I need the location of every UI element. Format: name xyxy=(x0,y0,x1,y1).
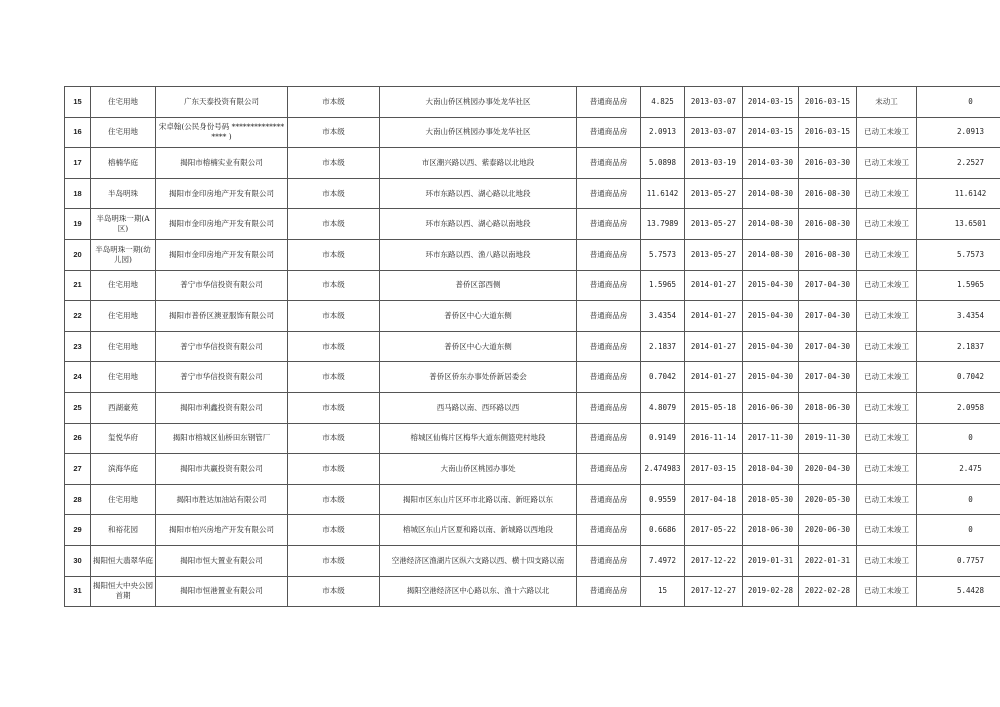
location-cell: 环市东路以西、湖心路以北地段 xyxy=(380,178,577,209)
level-cell: 市本级 xyxy=(288,301,380,332)
start-date-cell: 2019-02-28 xyxy=(743,576,799,607)
finish-date-cell: 2022-01-31 xyxy=(799,545,857,576)
contract-date-cell: 2014-01-27 xyxy=(685,331,743,362)
table-row xyxy=(65,87,1000,118)
project-name-cell: 住宅用地 xyxy=(91,117,156,148)
housing-type-cell: 普通商品房 xyxy=(577,515,641,546)
row-number-cell: 24 xyxy=(65,362,91,393)
table-row xyxy=(65,209,1000,240)
contract-date-cell: 2017-12-27 xyxy=(685,576,743,607)
table-body xyxy=(65,87,1000,607)
company-cell: 揭阳市共赢投资有限公司 xyxy=(156,454,288,485)
row-number-cell: 17 xyxy=(65,148,91,179)
row-number-cell: 25 xyxy=(65,392,91,423)
location-cell: 揭阳空港经济区中心路以东、渔十六路以北 xyxy=(380,576,577,607)
finish-date-cell: 2016-03-15 xyxy=(799,87,857,118)
company-cell: 揭阳市胜达加油站有限公司 xyxy=(156,484,288,515)
built-area-cell: 13.6501 xyxy=(917,209,1000,240)
built-area-cell: 0.7042 xyxy=(917,362,1000,393)
status-cell: 已动工未竣工 xyxy=(857,270,917,301)
status-cell: 已动工未竣工 xyxy=(857,117,917,148)
housing-type-cell: 普通商品房 xyxy=(577,148,641,179)
location-cell: 大南山侨区桃园办事处 xyxy=(380,454,577,485)
level-cell: 市本级 xyxy=(288,270,380,301)
start-date-cell: 2019-01-31 xyxy=(743,545,799,576)
finish-date-cell: 2017-04-30 xyxy=(799,301,857,332)
built-area-cell: 11.6142 xyxy=(917,178,1000,209)
project-name-cell: 住宅用地 xyxy=(91,87,156,118)
table-row xyxy=(65,178,1000,209)
row-number-cell: 18 xyxy=(65,178,91,209)
housing-type-cell: 普通商品房 xyxy=(577,362,641,393)
finish-date-cell: 2019-11-30 xyxy=(799,423,857,454)
project-name-cell: 住宅用地 xyxy=(91,484,156,515)
level-cell: 市本级 xyxy=(288,117,380,148)
location-cell: 榕城区东山片区夏和路以南、新城路以西地段 xyxy=(380,515,577,546)
company-cell: 揭阳市普侨区澳亚服饰有限公司 xyxy=(156,301,288,332)
table-row xyxy=(65,270,1000,301)
built-area-cell: 0.7757 xyxy=(917,545,1000,576)
finish-date-cell: 2016-08-30 xyxy=(799,178,857,209)
built-area-cell: 2.1837 xyxy=(917,331,1000,362)
land-supply-table xyxy=(64,86,1000,607)
level-cell: 市本级 xyxy=(288,362,380,393)
finish-date-cell: 2020-05-30 xyxy=(799,484,857,515)
area-cell: 5.7573 xyxy=(641,239,685,270)
status-cell: 已动工未竣工 xyxy=(857,209,917,240)
level-cell: 市本级 xyxy=(288,239,380,270)
housing-type-cell: 普通商品房 xyxy=(577,209,641,240)
level-cell: 市本级 xyxy=(288,178,380,209)
row-number-cell: 22 xyxy=(65,301,91,332)
project-name-cell: 半岛明珠一期(A区) xyxy=(91,209,156,240)
level-cell: 市本级 xyxy=(288,392,380,423)
level-cell: 市本级 xyxy=(288,484,380,515)
location-cell: 西马路以南、西环路以西 xyxy=(380,392,577,423)
row-number-cell: 15 xyxy=(65,87,91,118)
finish-date-cell: 2020-04-30 xyxy=(799,454,857,485)
housing-type-cell: 普通商品房 xyxy=(577,545,641,576)
project-name-cell: 半岛明珠一期(幼儿园) xyxy=(91,239,156,270)
location-cell: 环市东路以西、渔八路以南地段 xyxy=(380,239,577,270)
built-area-cell: 1.5965 xyxy=(917,270,1000,301)
row-number-cell: 30 xyxy=(65,545,91,576)
status-cell: 已动工未竣工 xyxy=(857,423,917,454)
finish-date-cell: 2018-06-30 xyxy=(799,392,857,423)
housing-type-cell: 普通商品房 xyxy=(577,178,641,209)
start-date-cell: 2014-03-15 xyxy=(743,87,799,118)
company-cell: 普宁市华信投资有限公司 xyxy=(156,331,288,362)
company-cell: 揭阳市金印房地产开发有限公司 xyxy=(156,178,288,209)
start-date-cell: 2015-04-30 xyxy=(743,362,799,393)
project-name-cell: 住宅用地 xyxy=(91,301,156,332)
start-date-cell: 2015-04-30 xyxy=(743,270,799,301)
status-cell: 已动工未竣工 xyxy=(857,362,917,393)
area-cell: 4.8079 xyxy=(641,392,685,423)
row-number-cell: 26 xyxy=(65,423,91,454)
location-cell: 空港经济区渔湖片区纵六支路以西、横十四支路以南 xyxy=(380,545,577,576)
table-row xyxy=(65,117,1000,148)
company-cell: 揭阳市榕城区仙桥田东钢管厂 xyxy=(156,423,288,454)
contract-date-cell: 2014-01-27 xyxy=(685,362,743,393)
level-cell: 市本级 xyxy=(288,545,380,576)
built-area-cell: 2.475 xyxy=(917,454,1000,485)
project-name-cell: 住宅用地 xyxy=(91,270,156,301)
start-date-cell: 2014-03-15 xyxy=(743,117,799,148)
start-date-cell: 2014-08-30 xyxy=(743,178,799,209)
housing-type-cell: 普通商品房 xyxy=(577,423,641,454)
finish-date-cell: 2022-02-28 xyxy=(799,576,857,607)
row-number-cell: 29 xyxy=(65,515,91,546)
area-cell: 3.4354 xyxy=(641,301,685,332)
table-row xyxy=(65,362,1000,393)
finish-date-cell: 2016-03-15 xyxy=(799,117,857,148)
table-row xyxy=(65,484,1000,515)
built-area-cell: 0 xyxy=(917,515,1000,546)
housing-type-cell: 普通商品房 xyxy=(577,484,641,515)
row-number-cell: 20 xyxy=(65,239,91,270)
built-area-cell: 0 xyxy=(917,484,1000,515)
table-row xyxy=(65,515,1000,546)
level-cell: 市本级 xyxy=(288,209,380,240)
area-cell: 0.9559 xyxy=(641,484,685,515)
housing-type-cell: 普通商品房 xyxy=(577,270,641,301)
location-cell: 环市东路以西、湖心路以南地段 xyxy=(380,209,577,240)
location-cell: 市区潮兴路以西、紫泰路以北地段 xyxy=(380,148,577,179)
level-cell: 市本级 xyxy=(288,148,380,179)
finish-date-cell: 2020-06-30 xyxy=(799,515,857,546)
project-name-cell: 半岛明珠 xyxy=(91,178,156,209)
contract-date-cell: 2013-03-19 xyxy=(685,148,743,179)
built-area-cell: 3.4354 xyxy=(917,301,1000,332)
start-date-cell: 2017-11-30 xyxy=(743,423,799,454)
table-row xyxy=(65,331,1000,362)
contract-date-cell: 2017-12-22 xyxy=(685,545,743,576)
project-name-cell: 住宅用地 xyxy=(91,362,156,393)
start-date-cell: 2015-04-30 xyxy=(743,301,799,332)
finish-date-cell: 2017-04-30 xyxy=(799,270,857,301)
built-area-cell: 5.4428 xyxy=(917,576,1000,607)
level-cell: 市本级 xyxy=(288,331,380,362)
finish-date-cell: 2016-03-30 xyxy=(799,148,857,179)
housing-type-cell: 普通商品房 xyxy=(577,301,641,332)
location-cell: 普侨区部西侧 xyxy=(380,270,577,301)
table-row xyxy=(65,392,1000,423)
status-cell: 已动工未竣工 xyxy=(857,148,917,179)
level-cell: 市本级 xyxy=(288,454,380,485)
table-row xyxy=(65,576,1000,607)
housing-type-cell: 普通商品房 xyxy=(577,454,641,485)
project-name-cell: 住宅用地 xyxy=(91,331,156,362)
built-area-cell: 2.0958 xyxy=(917,392,1000,423)
row-number-cell: 16 xyxy=(65,117,91,148)
location-cell: 大南山侨区桃园办事处龙华社区 xyxy=(380,117,577,148)
row-number-cell: 19 xyxy=(65,209,91,240)
status-cell: 已动工未竣工 xyxy=(857,454,917,485)
area-cell: 2.1837 xyxy=(641,331,685,362)
status-cell: 已动工未竣工 xyxy=(857,545,917,576)
company-cell: 揭阳市柏兴房地产开发有限公司 xyxy=(156,515,288,546)
project-name-cell: 西湖豪苑 xyxy=(91,392,156,423)
status-cell: 已动工未竣工 xyxy=(857,484,917,515)
row-number-cell: 23 xyxy=(65,331,91,362)
status-cell: 已动工未竣工 xyxy=(857,392,917,423)
company-cell: 揭阳市榕楠实业有限公司 xyxy=(156,148,288,179)
housing-type-cell: 普通商品房 xyxy=(577,117,641,148)
project-name-cell: 榕楠华庭 xyxy=(91,148,156,179)
contract-date-cell: 2016-11-14 xyxy=(685,423,743,454)
built-area-cell: 2.2527 xyxy=(917,148,1000,179)
finish-date-cell: 2016-08-30 xyxy=(799,239,857,270)
contract-date-cell: 2014-01-27 xyxy=(685,270,743,301)
level-cell: 市本级 xyxy=(288,423,380,454)
status-cell: 已动工未竣工 xyxy=(857,515,917,546)
area-cell: 7.4972 xyxy=(641,545,685,576)
row-number-cell: 31 xyxy=(65,576,91,607)
housing-type-cell: 普通商品房 xyxy=(577,392,641,423)
project-name-cell: 和裕花园 xyxy=(91,515,156,546)
area-cell: 5.0898 xyxy=(641,148,685,179)
area-cell: 2.0913 xyxy=(641,117,685,148)
company-cell: 揭阳市金印房地产开发有限公司 xyxy=(156,239,288,270)
start-date-cell: 2018-04-30 xyxy=(743,454,799,485)
contract-date-cell: 2013-05-27 xyxy=(685,178,743,209)
contract-date-cell: 2013-03-07 xyxy=(685,87,743,118)
finish-date-cell: 2017-04-30 xyxy=(799,362,857,393)
start-date-cell: 2014-08-30 xyxy=(743,239,799,270)
company-cell: 普宁市华信投资有限公司 xyxy=(156,270,288,301)
row-number-cell: 21 xyxy=(65,270,91,301)
area-cell: 0.6686 xyxy=(641,515,685,546)
table-row xyxy=(65,239,1000,270)
project-name-cell: 揭阳恒大翡翠华庭 xyxy=(91,545,156,576)
contract-date-cell: 2017-04-18 xyxy=(685,484,743,515)
location-cell: 大南山侨区桃园办事处龙华社区 xyxy=(380,87,577,118)
housing-type-cell: 普通商品房 xyxy=(577,87,641,118)
area-cell: 1.5965 xyxy=(641,270,685,301)
table-row xyxy=(65,454,1000,485)
status-cell: 已动工未竣工 xyxy=(857,576,917,607)
table-row xyxy=(65,423,1000,454)
start-date-cell: 2018-06-30 xyxy=(743,515,799,546)
status-cell: 已动工未竣工 xyxy=(857,239,917,270)
housing-type-cell: 普通商品房 xyxy=(577,239,641,270)
area-cell: 0.7042 xyxy=(641,362,685,393)
status-cell: 已动工未竣工 xyxy=(857,178,917,209)
area-cell: 15 xyxy=(641,576,685,607)
project-name-cell: 滨海华庭 xyxy=(91,454,156,485)
contract-date-cell: 2014-01-27 xyxy=(685,301,743,332)
built-area-cell: 0 xyxy=(917,87,1000,118)
company-cell: 揭阳市金印房地产开发有限公司 xyxy=(156,209,288,240)
level-cell: 市本级 xyxy=(288,576,380,607)
company-cell: 揭阳市恒大置业有限公司 xyxy=(156,545,288,576)
row-number-cell: 27 xyxy=(65,454,91,485)
location-cell: 普侨区侨东办事处侨新居委会 xyxy=(380,362,577,393)
row-number-cell: 28 xyxy=(65,484,91,515)
table-row xyxy=(65,148,1000,179)
area-cell: 0.9149 xyxy=(641,423,685,454)
location-cell: 普侨区中心大道东侧 xyxy=(380,301,577,332)
location-cell: 普侨区中心大道东侧 xyxy=(380,331,577,362)
table-row xyxy=(65,301,1000,332)
finish-date-cell: 2017-04-30 xyxy=(799,331,857,362)
project-name-cell: 揭阳恒大中央公园首期 xyxy=(91,576,156,607)
project-name-cell: 玺悦华府 xyxy=(91,423,156,454)
level-cell: 市本级 xyxy=(288,515,380,546)
finish-date-cell: 2016-08-30 xyxy=(799,209,857,240)
built-area-cell: 2.0913 xyxy=(917,117,1000,148)
table-row xyxy=(65,545,1000,576)
contract-date-cell: 2017-05-22 xyxy=(685,515,743,546)
built-area-cell: 5.7573 xyxy=(917,239,1000,270)
start-date-cell: 2015-04-30 xyxy=(743,331,799,362)
company-cell: 宋卓翰(公民身份号码 ****************** ) xyxy=(156,117,288,148)
location-cell: 揭阳市区东山片区环市北路以南、新旺路以东 xyxy=(380,484,577,515)
status-cell: 已动工未竣工 xyxy=(857,301,917,332)
area-cell: 4.825 xyxy=(641,87,685,118)
contract-date-cell: 2013-05-27 xyxy=(685,209,743,240)
start-date-cell: 2018-05-30 xyxy=(743,484,799,515)
housing-type-cell: 普通商品房 xyxy=(577,331,641,362)
housing-type-cell: 普通商品房 xyxy=(577,576,641,607)
area-cell: 11.6142 xyxy=(641,178,685,209)
contract-date-cell: 2013-03-07 xyxy=(685,117,743,148)
start-date-cell: 2014-03-30 xyxy=(743,148,799,179)
start-date-cell: 2016-06-30 xyxy=(743,392,799,423)
contract-date-cell: 2013-05-27 xyxy=(685,239,743,270)
company-cell: 揭阳市恒港置业有限公司 xyxy=(156,576,288,607)
status-cell: 未动工 xyxy=(857,87,917,118)
location-cell: 榕城区仙梅片区梅华大道东侧篮兜村地段 xyxy=(380,423,577,454)
company-cell: 普宁市华信投资有限公司 xyxy=(156,362,288,393)
area-cell: 2.474983 xyxy=(641,454,685,485)
built-area-cell: 0 xyxy=(917,423,1000,454)
status-cell: 已动工未竣工 xyxy=(857,331,917,362)
company-cell: 揭阳市利鑫投资有限公司 xyxy=(156,392,288,423)
level-cell: 市本级 xyxy=(288,87,380,118)
company-cell: 广东天泰投资有限公司 xyxy=(156,87,288,118)
area-cell: 13.7989 xyxy=(641,209,685,240)
start-date-cell: 2014-08-30 xyxy=(743,209,799,240)
contract-date-cell: 2017-03-15 xyxy=(685,454,743,485)
contract-date-cell: 2015-05-18 xyxy=(685,392,743,423)
